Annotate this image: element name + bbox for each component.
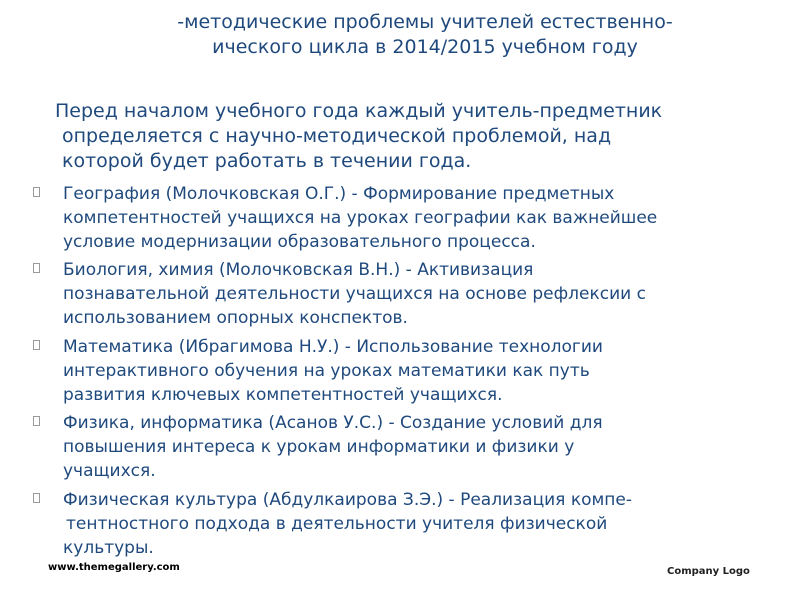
bullet-line: использованием опорных конспектов.: [63, 308, 408, 328]
slide-title-line-2: ического цикла в 2014/2015 учебном году: [212, 36, 638, 58]
slide-title-line-1: -методические проблемы учителей естественно-: [177, 11, 673, 33]
intro-line-1: Перед началом учебного года каждый учитель-предметник: [55, 100, 663, 122]
company-logo-text: Company Logo: [667, 566, 750, 577]
bullet-line: Математика (Ибрагимова Н.У.) - Использование технологии: [63, 337, 603, 357]
bullet-text: [63, 411, 603, 483]
square-box-icon: [33, 187, 40, 197]
square-box-icon: [33, 340, 40, 350]
bullet-line: Биология, химия (Молочковская В.Н.) - Активизация: [63, 260, 534, 280]
square-box-icon: [33, 493, 40, 503]
bullet-line: познавательной деятельности учащихся на основе рефлексии с: [63, 284, 646, 304]
intro-line-3: которой будет работать в течении года.: [62, 150, 472, 172]
bullet-line: Физика, информатика (Асанов У.С.) - Создание условий для: [63, 413, 603, 433]
bullet-text: [63, 258, 646, 330]
bullet-line: культуры.: [63, 538, 154, 558]
bullet-line: тентностного подхода в деятельности учителя физической: [66, 514, 608, 534]
square-box-icon: [33, 263, 40, 273]
bullet-line: развития ключевых компетентностей учащихся.: [63, 385, 503, 405]
slide-title: [60, 10, 790, 60]
bullet-text: [63, 488, 632, 560]
bullet-line: интерактивного обучения на уроках математики как путь: [63, 361, 590, 381]
bullet-line: География (Молочковская О.Г.) - Формирование предметных: [63, 184, 615, 204]
bullet-line: учащихся.: [63, 461, 156, 481]
bullet-text: [63, 335, 603, 407]
square-box-icon: [33, 416, 40, 426]
bullet-line: повышения интереса к урокам информатики и физики у: [63, 437, 575, 457]
bullet-line: Физическая культура (Абдулкаирова З.Э.) - Реализация компе-: [63, 490, 633, 510]
intro-line-2: определяется с научно-методической проблемой, над: [62, 125, 612, 147]
bullet-line: условие модернизации образовательного процесса.: [63, 232, 536, 252]
bullet-text: [63, 182, 657, 254]
bullet-line: компетентностей учащихся на уроках географии как важнейшее: [63, 208, 658, 228]
intro-paragraph: [55, 99, 795, 174]
footer-website: www.themegallery.com: [48, 562, 180, 573]
